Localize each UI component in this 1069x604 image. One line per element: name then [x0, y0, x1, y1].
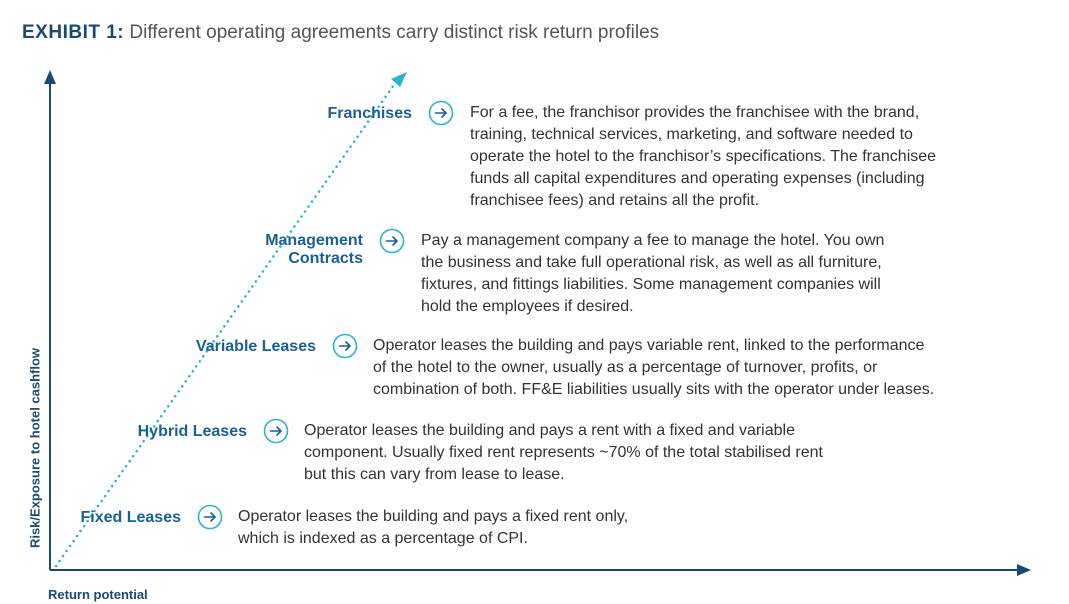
trend-dotted-line	[56, 82, 396, 566]
label-line: Management	[265, 232, 363, 249]
arrow-circle-icon	[197, 504, 223, 530]
exhibit-label: EXHIBIT 1:	[22, 22, 125, 43]
arrow-circle-icon	[332, 333, 358, 359]
tier-management-label	[220, 232, 363, 268]
desc-line: Operator leases the building and pays a rent with a fixed and variable	[304, 422, 795, 439]
tier-management-description	[421, 230, 884, 318]
tier-variable-description	[373, 335, 934, 401]
desc-line: training, technical services, marketing, and software needed to	[470, 126, 913, 143]
tier-hybrid-label: Hybrid Leases	[137, 423, 247, 440]
arrow-circle-icon	[263, 418, 289, 444]
desc-line: the business and take full operational risk, as well as all furniture,	[421, 254, 882, 271]
tier-fixed-description	[238, 506, 628, 550]
desc-line: Pay a management company a fee to manage the hotel. You own	[421, 232, 885, 249]
desc-line: of the hotel to the owner, usually as a percentage of turnover, profits, or	[373, 359, 878, 376]
tier-franchises-label: Franchises	[327, 105, 412, 122]
y-axis-arrowhead	[44, 70, 56, 84]
x-axis-arrowhead	[1017, 564, 1031, 576]
exhibit-subtitle: Different operating agreements carry distinct risk return profiles	[129, 22, 660, 43]
trend-arrowhead	[391, 72, 407, 87]
desc-line: funds all capital expenditures and operating expenses (including	[470, 170, 925, 187]
x-axis-label: Return potential	[48, 587, 148, 602]
arrow-circle-icon	[379, 228, 405, 254]
desc-line: Operator leases the building and pays variable rent, linked to the performance	[373, 337, 925, 354]
desc-line: operate the hotel to the franchisor’s specifications. The franchisee	[470, 148, 937, 165]
tier-hybrid-description	[304, 420, 823, 486]
desc-line: franchisee fees) and retains all the profit.	[470, 192, 760, 209]
desc-line: Operator leases the building and pays a fixed rent only,	[238, 508, 629, 525]
tier-franchises-description	[470, 102, 936, 212]
tier-fixed-label: Fixed Leases	[80, 509, 181, 526]
desc-line: which is indexed as a percentage of CPI.	[238, 530, 528, 547]
tier-variable-label: Variable Leases	[195, 338, 316, 355]
desc-line: combination of both. FF&E liabilities usually sits with the operator under leases.	[373, 381, 935, 398]
label-line: Contracts	[288, 250, 363, 267]
arrow-circle-icon	[428, 100, 454, 126]
desc-line: but this can vary from lease to lease.	[304, 466, 565, 483]
y-axis-label: Risk/Exposure to hotel cashflow	[27, 347, 43, 549]
desc-line: hold the employees if desired.	[421, 298, 634, 315]
desc-line: fixtures, and fittings liabilities. Some management companies will	[421, 276, 881, 293]
desc-line: component. Usually fixed rent represents ~70% of the total stabilised rent	[304, 444, 823, 461]
desc-line: For a fee, the franchisor provides the franchisee with the brand,	[470, 104, 920, 121]
